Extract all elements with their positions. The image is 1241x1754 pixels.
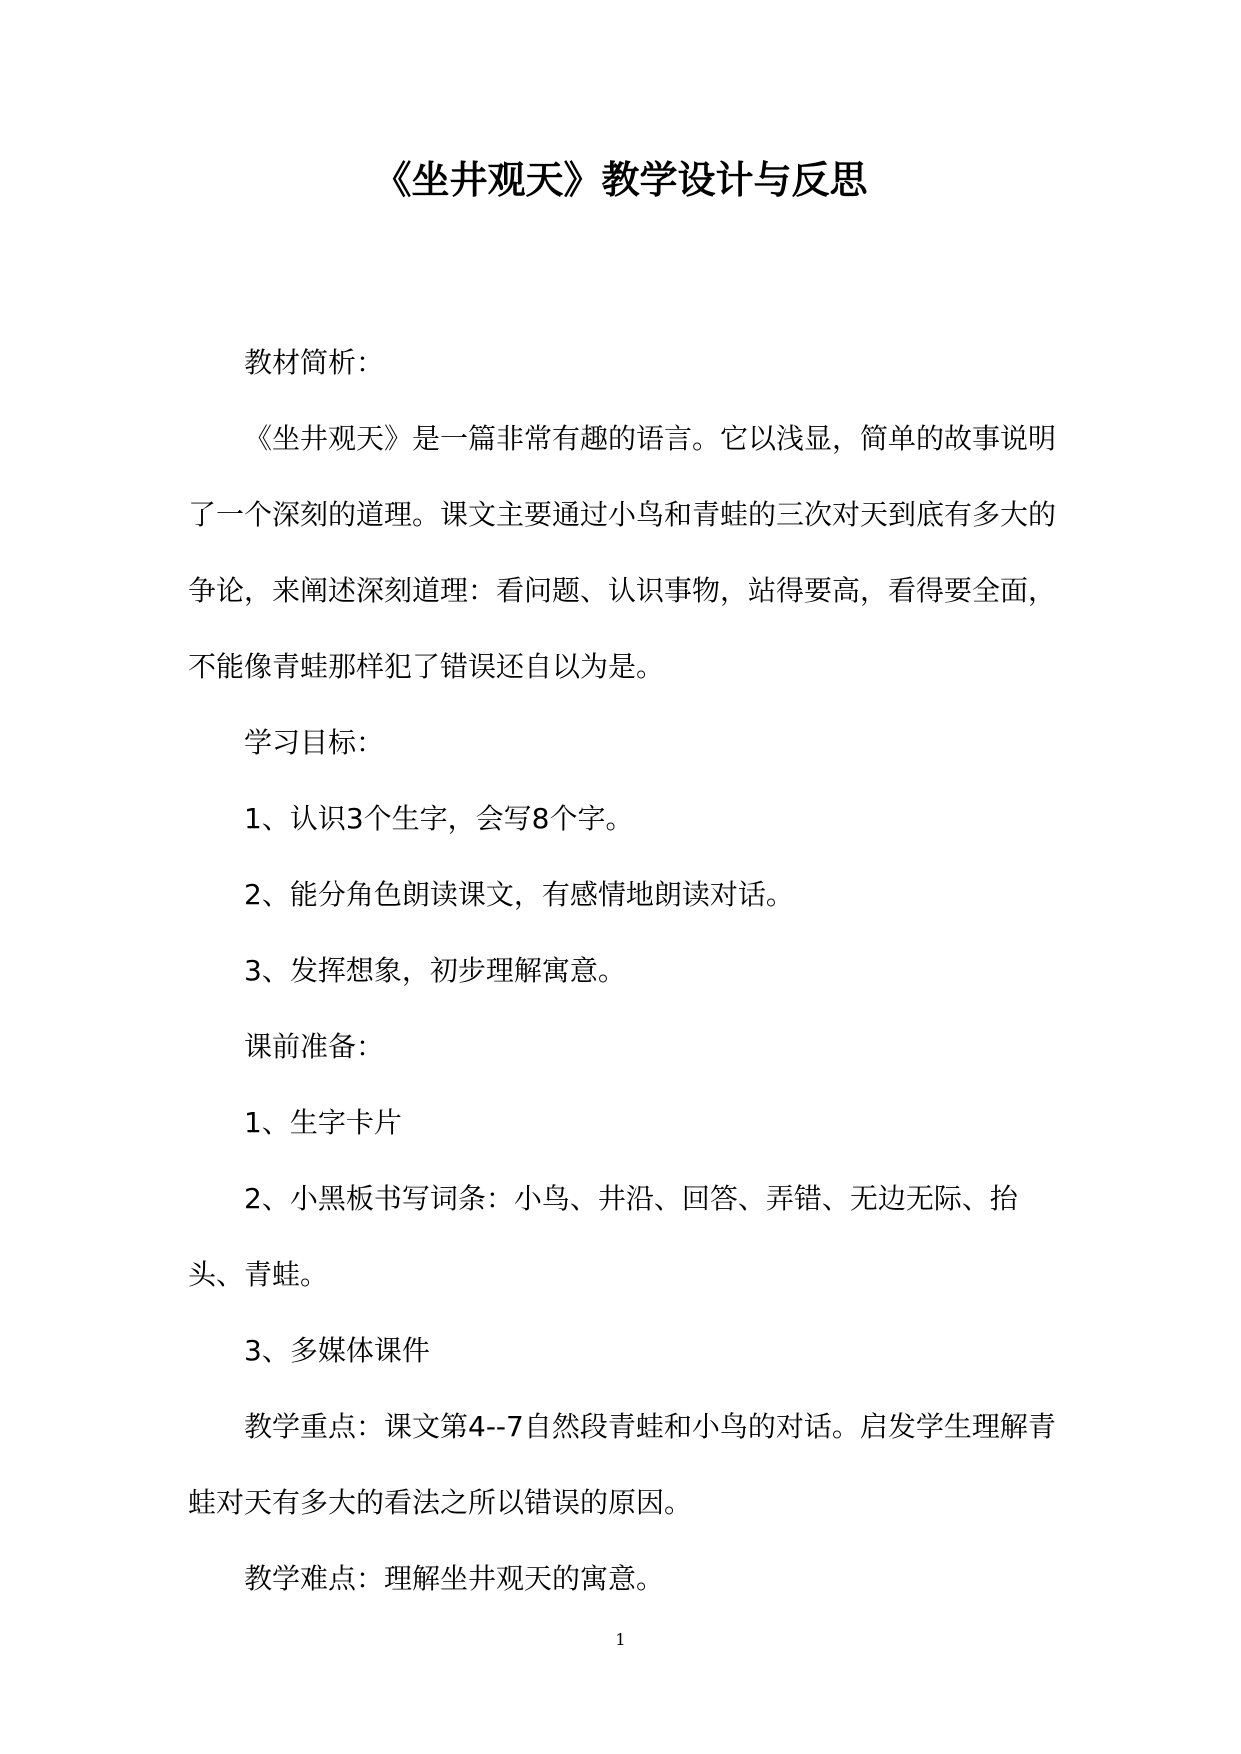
preparation-item-2: 2、小黑板书写词条：小鸟、井沿、回答、弄错、无边无际、抬头、青蛙。 [188, 1182, 1018, 1291]
preparation-item-1: 1、生字卡片 [244, 1106, 402, 1139]
paragraph-teaching-focus: 教学重点：课文第4--7自然段青蛙和小鸟的对话。启发学生理解青蛙对天有多大的看法之所以错误的原因。 [188, 1410, 1056, 1519]
page-number: 1 [615, 1630, 626, 1649]
paragraph-textbook-analysis: 《坐井观天》是一篇非常有趣的语言。它以浅显，简单的故事说明了一个深刻的道理。课文主要通过小鸟和青蛙的三次对天到底有多大的争论，来阐述深刻道理：看问题、认识事物，站得要高，看得要全面，不能像青蛙那样犯了错误还自以为是。 [188, 422, 1057, 683]
document-title: 《坐井观天》教学设计与反思 [373, 158, 868, 202]
learning-goal-1: 1、认识3个生字，会写8个字。 [244, 802, 634, 835]
learning-goal-3: 3、发挥想象，初步理解寓意。 [244, 954, 626, 987]
section-heading-preparation: 课前准备： [244, 1030, 385, 1063]
section-heading-textbook-analysis: 教材简析： [244, 346, 385, 379]
section-heading-learning-goals: 学习目标： [244, 726, 385, 759]
paragraph-teaching-difficulty: 教学难点：理解坐井观天的寓意。 [244, 1562, 665, 1595]
preparation-item-3: 3、多媒体课件 [244, 1334, 430, 1367]
learning-goal-2: 2、能分角色朗读课文，有感情地朗读对话。 [244, 878, 794, 911]
document-body [188, 325, 1058, 1617]
